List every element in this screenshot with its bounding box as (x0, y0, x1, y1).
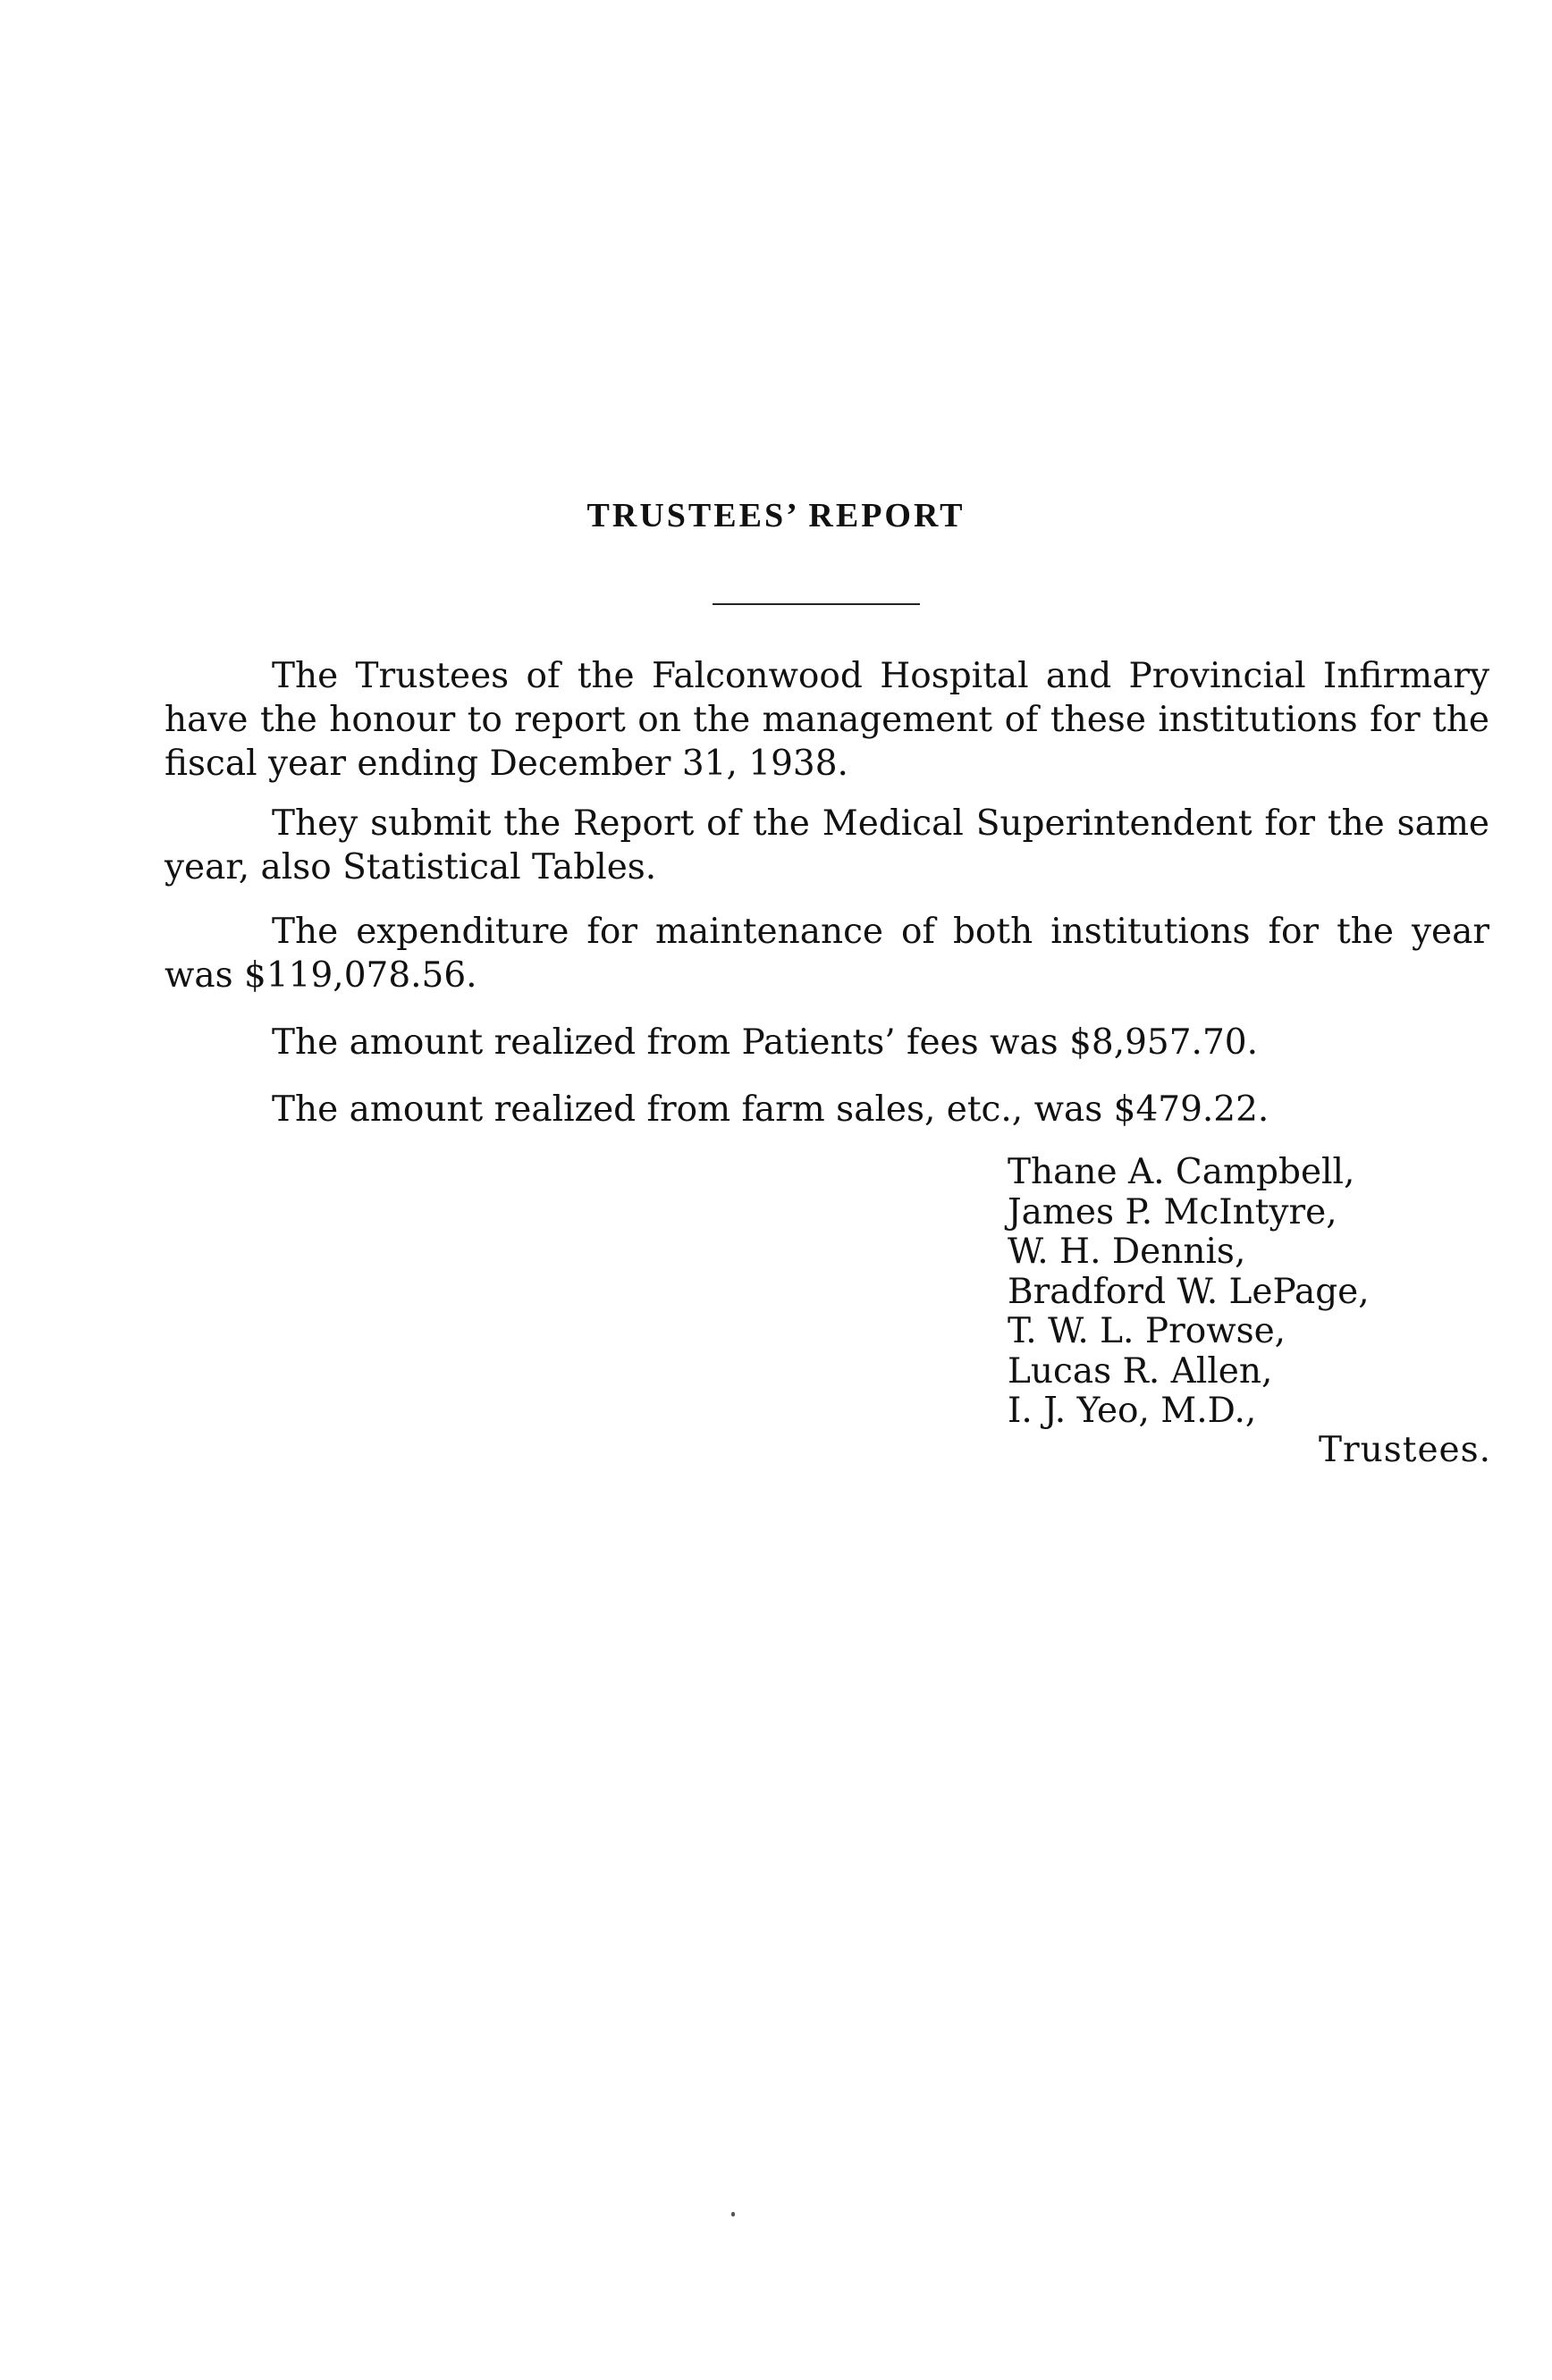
signatory-list (1008, 1153, 1490, 1432)
print-speck (731, 2212, 735, 2216)
paragraph-text: The Trustees of the Falconwood Hospital and Provincial Infirmary have the honour to report on the management of these institutions for the fiscal year ending December 31, 1938. (164, 656, 1489, 784)
paragraph-text: The amount realized from Patients’ fees was $8,957.70. (272, 1022, 1258, 1063)
paragraph-intro (164, 654, 1489, 786)
title-divider (713, 603, 920, 605)
signatory-name: Lucas R. Allen, (1008, 1350, 1273, 1392)
signatory-name: W. H. Dennis, (1008, 1232, 1246, 1272)
signatory-name: James P. McIntyre, (1008, 1191, 1337, 1232)
signatory-name: Thane A. Campbell, (1008, 1152, 1355, 1192)
paragraph-text: They submit the Report of the Medical Superintendent for the same year, also Statistical Tables. (164, 803, 1489, 887)
signatory-name: T. W. L. Prowse, (1008, 1311, 1286, 1351)
signatory-title: Trustees. (1319, 1430, 1492, 1470)
signatory-name: Bradford W. LePage, (1008, 1271, 1370, 1312)
paragraph-text: The expenditure for maintenance of both institutions for the year was $119,078.56. (164, 912, 1489, 996)
paragraph-farm-sales (164, 1088, 1489, 1131)
paragraph-report (164, 802, 1489, 889)
page-title: TRUSTEES’ REPORT (586, 497, 966, 534)
signatory-name: I. J. Yeo, M.D., (1008, 1391, 1257, 1431)
paragraph-expenditure (164, 910, 1489, 997)
paragraph-text: The amount realized from farm sales, etc., was $479.22. (272, 1089, 1269, 1130)
paragraph-patient-fees (164, 1021, 1489, 1064)
